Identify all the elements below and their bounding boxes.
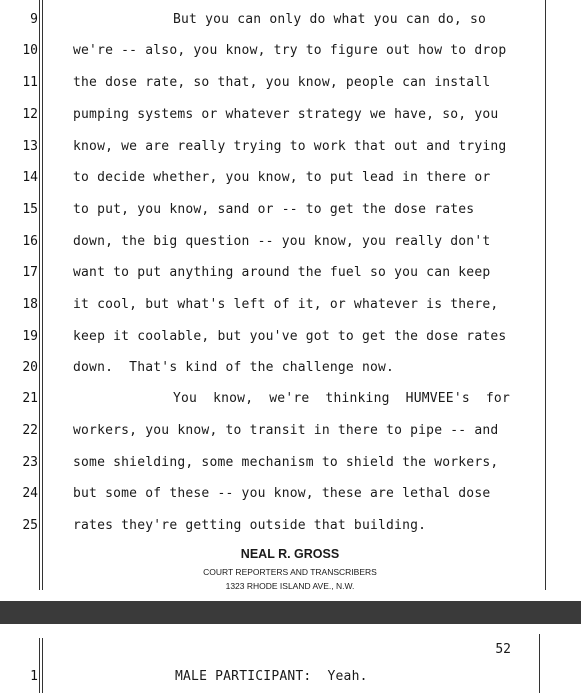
page-separator: [0, 601, 581, 624]
line-number: 16: [22, 234, 38, 249]
transcript-line: we're -- also, you know, try to figure out how to drop: [73, 43, 507, 58]
transcript-line: MALE PARTICIPANT: Yeah.: [175, 669, 368, 684]
line-number: 11: [22, 75, 38, 90]
left-margin-rule-2: [42, 0, 43, 590]
line-number: 20: [22, 360, 38, 375]
line-number: 17: [22, 265, 38, 280]
transcript-line: keep it coolable, but you've got to get the dose rates: [73, 329, 507, 344]
line-number: 22: [22, 423, 38, 438]
left-margin-rule-1: [39, 0, 40, 590]
transcript-line: know, we are really trying to work that out and trying: [73, 139, 507, 154]
transcript-line: some shielding, some mechanism to shield the workers,: [73, 455, 499, 470]
transcript-line: down, the big question -- you know, you really don't: [73, 234, 491, 249]
line-number: 19: [22, 329, 38, 344]
line-number: 1: [30, 669, 38, 684]
line-number: 15: [22, 202, 38, 217]
transcript-line: but some of these -- you know, these are lethal dose: [73, 486, 491, 501]
line-number: 18: [22, 297, 38, 312]
transcript-line: to put, you know, sand or -- to get the dose rates: [73, 202, 475, 217]
transcript-line: rates they're getting outside that building.: [73, 518, 427, 533]
right-margin-rule: [545, 0, 546, 590]
right-margin-rule: [539, 634, 540, 693]
line-number: 9: [30, 12, 38, 27]
line-number: 14: [22, 170, 38, 185]
left-margin-rule-1: [39, 638, 40, 693]
transcript-line: You know, we're thinking HUMVEE's for: [173, 391, 510, 406]
transcript-line: to decide whether, you know, to put lead in there or: [73, 170, 491, 185]
transcript-line: pumping systems or whatever strategy we have, so, you: [73, 107, 499, 122]
line-number: 10: [22, 43, 38, 58]
footer-company-address: 1323 RHODE ISLAND AVE., N.W.: [225, 581, 355, 591]
line-number: 13: [22, 139, 38, 154]
line-number: 21: [22, 391, 38, 406]
line-number: 12: [22, 107, 38, 122]
transcript-line: the dose rate, so that, you know, people can install: [73, 75, 491, 90]
line-number: 24: [22, 486, 38, 501]
transcript-line: it cool, but what's left of it, or whatever is there,: [73, 297, 499, 312]
transcript-line: workers, you know, to transit in there to pipe -- and: [73, 423, 499, 438]
transcript-line: But you can only do what you can do, so: [173, 12, 487, 27]
line-number: 23: [22, 455, 38, 470]
transcript-line: down. That's kind of the challenge now.: [73, 360, 395, 375]
footer-company-name: NEAL R. GROSS: [240, 547, 340, 561]
line-number: 25: [22, 518, 38, 533]
footer-company-subtitle: COURT REPORTERS AND TRANSCRIBERS: [203, 567, 377, 577]
page-number: 52: [495, 642, 511, 657]
left-margin-rule-2: [42, 638, 43, 693]
transcript-line: want to put anything around the fuel so you can keep: [73, 265, 491, 280]
